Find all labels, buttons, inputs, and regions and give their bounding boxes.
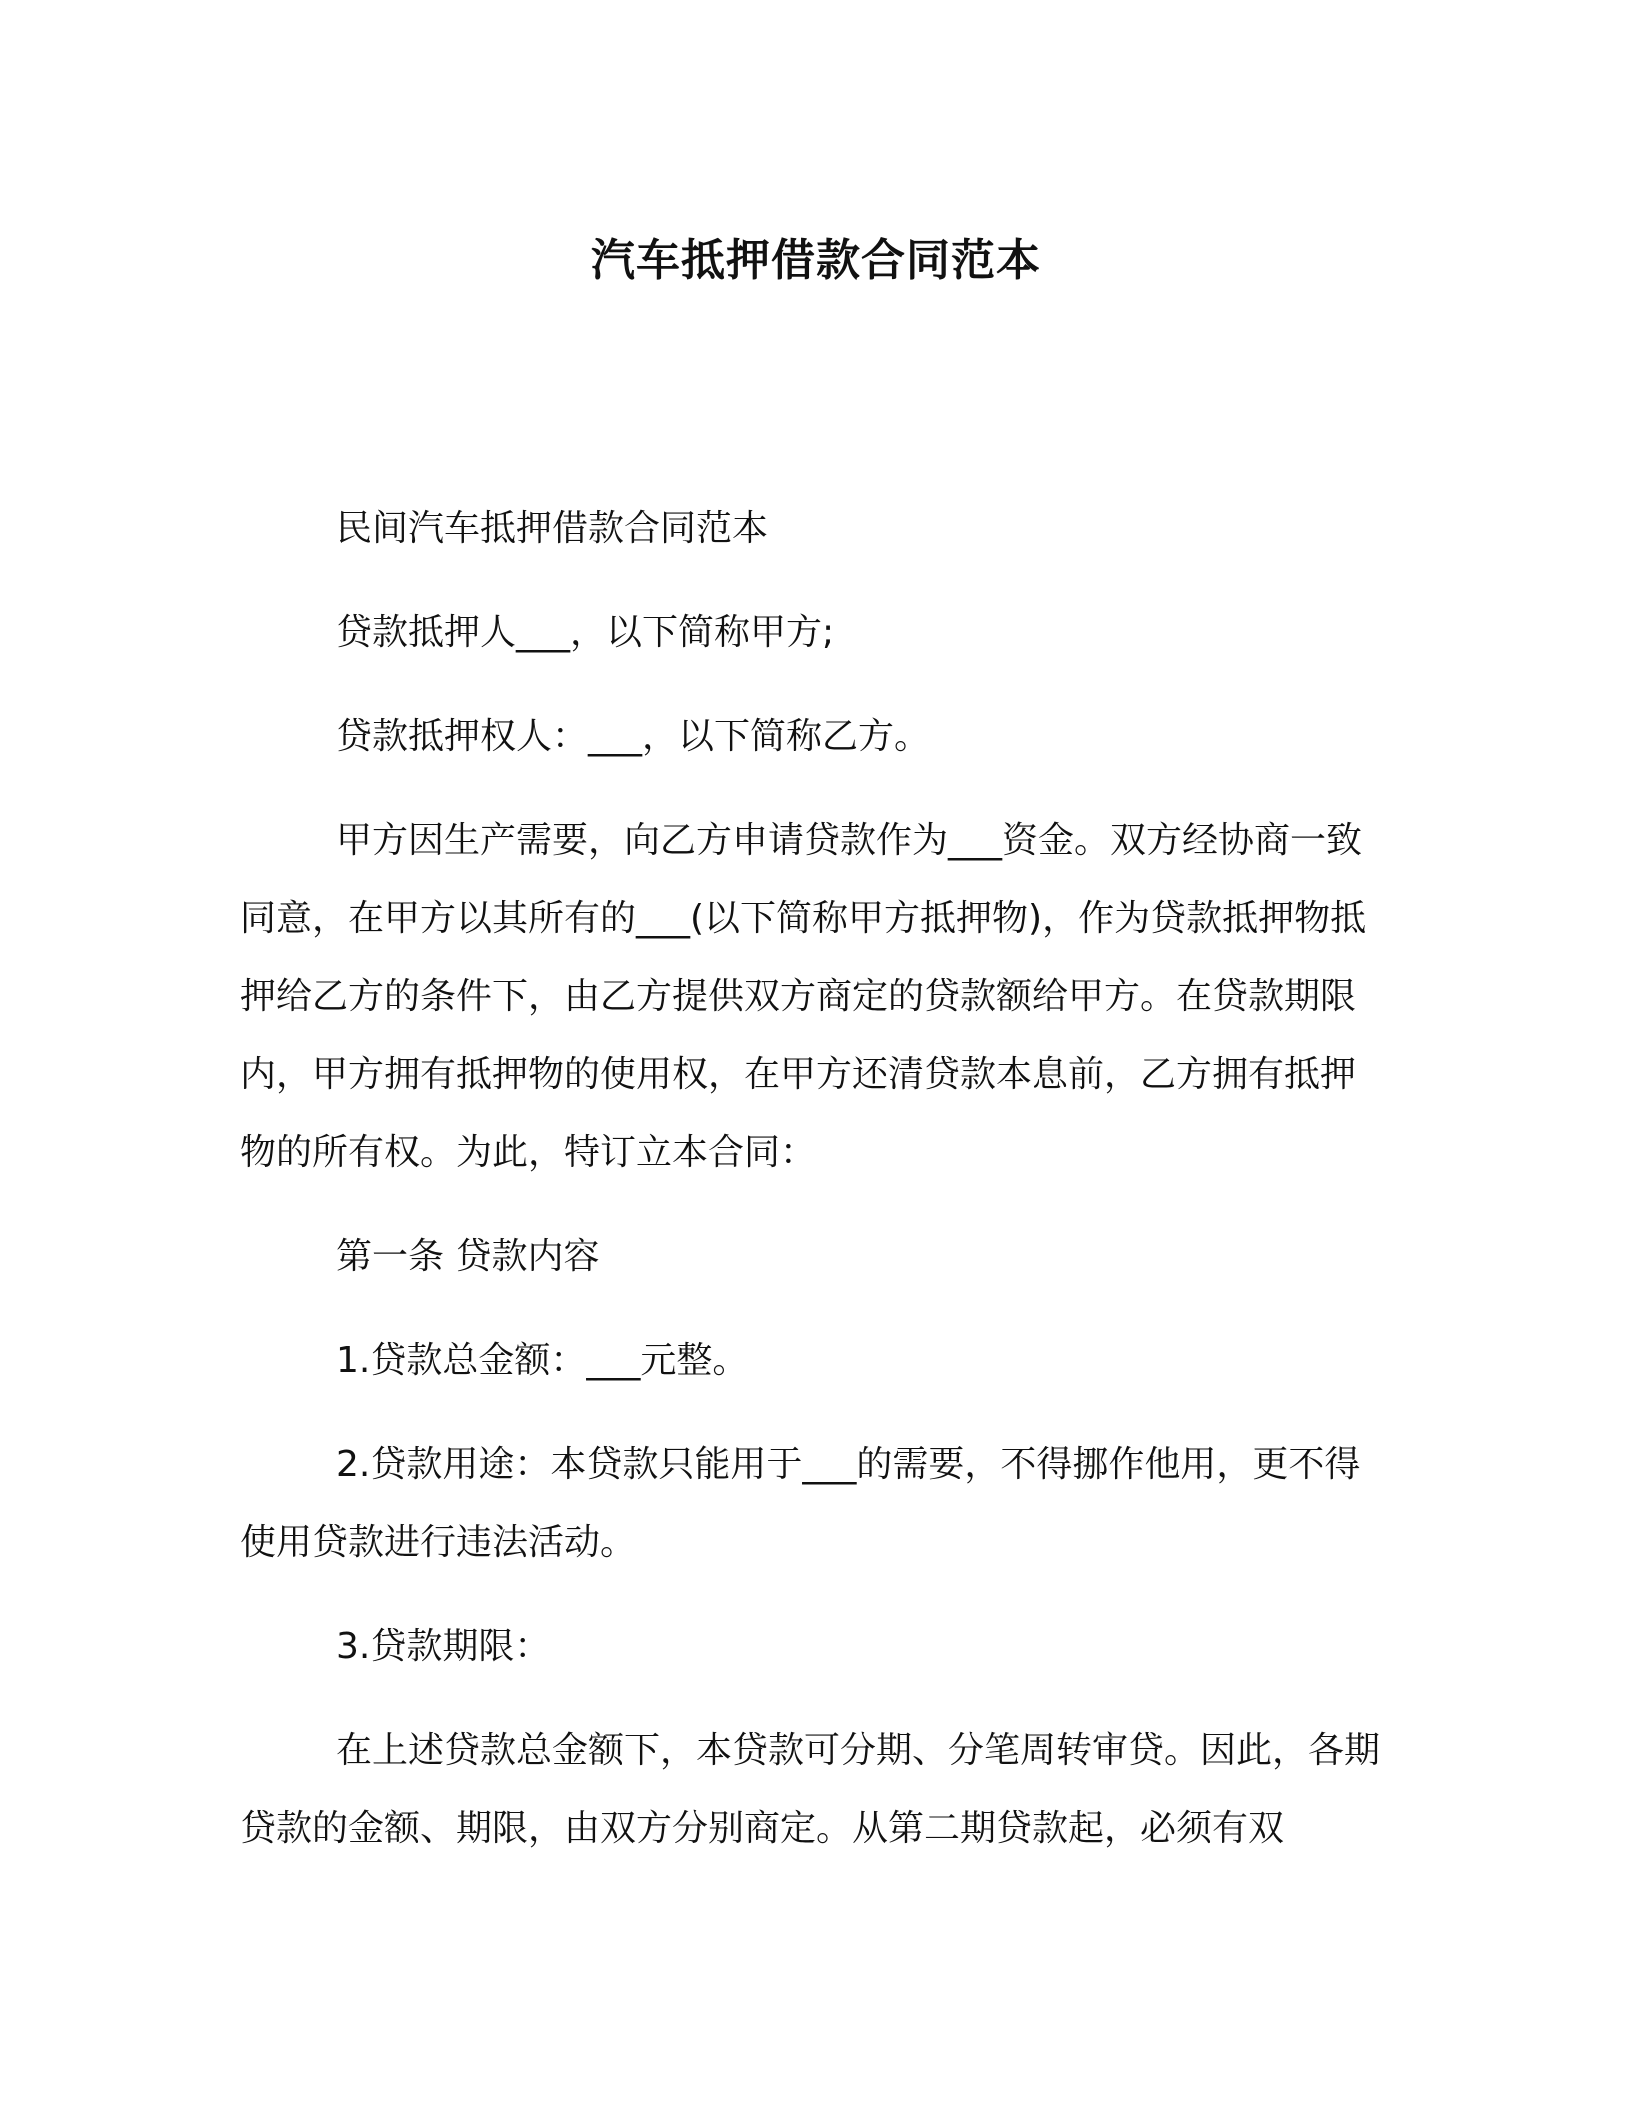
clause-loan-purpose: 2.贷款用途：本贷款只能用于___的需要，不得挪作他用，更不得使用贷款进行违法活动。 [240,1444,1361,1563]
clause-loan-amount: 1.贷款总金额：___元整。 [336,1340,749,1381]
paragraph-party-b: 贷款抵押权人：___，以下简称乙方。 [336,716,931,757]
clause-loan-term: 3.贷款期限： [336,1626,551,1667]
paragraph-party-a: 贷款抵押人___，以下简称甲方; [336,612,835,653]
article-heading: 第一条 贷款内容 [336,1236,600,1277]
paragraph-preamble: 甲方因生产需要，向乙方申请贷款作为___资金。双方经协商一致同意，在甲方以其所有的___(以下简称甲方抵押物)，作为贷款抵押物抵押给乙方的条件下，由乙方提供双方商定的贷款额给甲方。在贷款期限内，甲方拥有抵押物的使用权，在甲方还清贷款本息前，乙方拥有抵押物的所有权。为此，特订立本合同： [240,820,1367,1173]
document-body [240,490,1380,1894]
document-title: 汽车抵押借款合同范本 [591,235,1041,286]
paragraph-subtitle: 民间汽车抵押借款合同范本 [336,508,769,549]
clause-loan-term-detail: 在上述贷款总金额下，本贷款可分期、分笔周转审贷。因此，各期贷款的金额、期限，由双方分别商定。从第二期贷款起，必须有双 [240,1730,1381,1849]
